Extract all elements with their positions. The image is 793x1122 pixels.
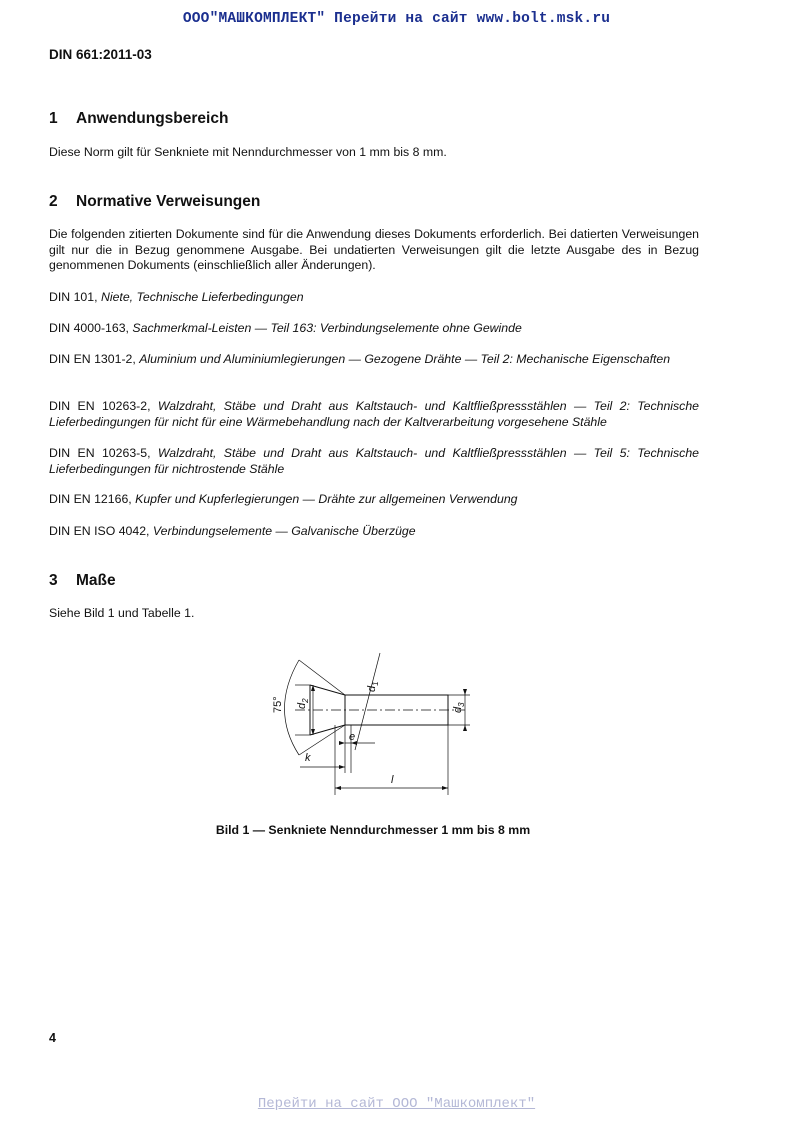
reference-item: [49, 524, 699, 540]
reference-code: DIN EN 1301-2,: [49, 352, 136, 366]
reference-title: Walzdraht, Stäbe und Draht aus Kaltstauch- und Kaltfließpressstählen — Teil 2: Technische Lieferbedingungen für nicht für eine Wärmebehandlung nach der Kaltverarbeitung vorgesehene Stähle: [49, 399, 700, 429]
e-label: e: [349, 731, 356, 743]
rivet-drawing: [265, 645, 485, 800]
section-title: Normative Verweisungen: [76, 193, 261, 210]
reference-title: Niete, Technische Lieferbedingungen: [100, 290, 304, 304]
reference-item: [49, 321, 699, 337]
header-site-link[interactable]: ООО"МАШКОМПЛЕКТ" Перейти на сайт www.bolt.msk.ru: [182, 11, 611, 27]
reference-code: DIN 4000-163,: [49, 321, 129, 335]
reference-title: Sachmerkmal-Leisten — Teil 163: Verbindungselemente ohne Gewinde: [132, 321, 522, 335]
section-1-text: Diese Norm gilt für Senkniete mit Nenndurchmesser von 1 mm bis 8 mm.: [49, 145, 447, 159]
section-3-heading: [49, 572, 116, 590]
figure-caption: Bild 1 — Senkniete Nenndurchmesser 1 mm bis 8 mm: [215, 823, 531, 837]
d2-subscript: 2: [301, 698, 310, 703]
reference-title: Aluminium und Aluminiumlegierungen — Gezogene Drähte — Teil 2: Mechanische Eigenschaften: [139, 352, 671, 366]
section-number: 2: [49, 193, 58, 210]
section-title: Anwendungsbereich: [76, 110, 229, 127]
d2-symbol: d: [296, 702, 308, 709]
l-label: l: [391, 774, 394, 786]
section-2-intro: Die folgenden zitierten Dokumente sind für die Anwendung dieses Dokuments erforderlich. Bei datierten Verweisungen gilt nur die in Bezug genommene Ausgabe. Bei undatierten Verweisungen gilt die letzte Ausgabe des in Bezug genommenen Dokuments (einschließlich aller Änderungen).: [49, 227, 699, 272]
reference-title: Kupfer und Kupferlegierungen — Drähte zur allgemeinen Verwendung: [135, 492, 518, 506]
reference-item: [49, 290, 699, 306]
rivet-shank: [345, 695, 448, 725]
reference-code: DIN EN 10263-2,: [49, 399, 151, 413]
d3-subscript: 3: [457, 702, 466, 707]
reference-code: DIN EN ISO 4042,: [49, 524, 150, 538]
d3-label: [452, 702, 466, 713]
d1-leader-line: [355, 653, 380, 750]
d2-label: [296, 698, 310, 709]
section-1-heading: [49, 110, 228, 128]
d1-symbol: d: [366, 685, 378, 692]
document-id: DIN 661:2011-03: [49, 47, 152, 62]
d1-subscript: 1: [371, 681, 380, 686]
section-title: Maße: [76, 572, 116, 589]
section-number: 3: [49, 572, 58, 589]
d1-label: [366, 681, 380, 692]
reference-item: [49, 492, 699, 508]
d3-symbol: d: [452, 706, 464, 713]
section-2-heading: [49, 193, 260, 211]
reference-code: DIN EN 12166,: [49, 492, 132, 506]
reference-item: [49, 399, 699, 430]
reference-code: DIN 101,: [49, 290, 98, 304]
angle-label: 75°: [272, 696, 284, 713]
reference-title: Walzdraht, Stäbe und Draht aus Kaltstauch- und Kaltfließpressstählen — Teil 5: Technische Lieferbedingungen für nichtrostende Stähle: [49, 446, 700, 476]
reference-title: Verbindungselemente — Galvanische Überzüge: [152, 524, 416, 538]
footer-site-link[interactable]: Перейти на сайт ООО "Машкомплект": [257, 1096, 536, 1112]
k-label: k: [305, 752, 311, 764]
reference-item: [49, 446, 699, 477]
reference-item: [49, 352, 699, 368]
reference-code: DIN EN 10263-5,: [49, 446, 151, 460]
section-number: 1: [49, 110, 58, 127]
page-number: 4: [49, 1031, 56, 1045]
section-3-text: Siehe Bild 1 und Tabelle 1.: [49, 606, 195, 620]
